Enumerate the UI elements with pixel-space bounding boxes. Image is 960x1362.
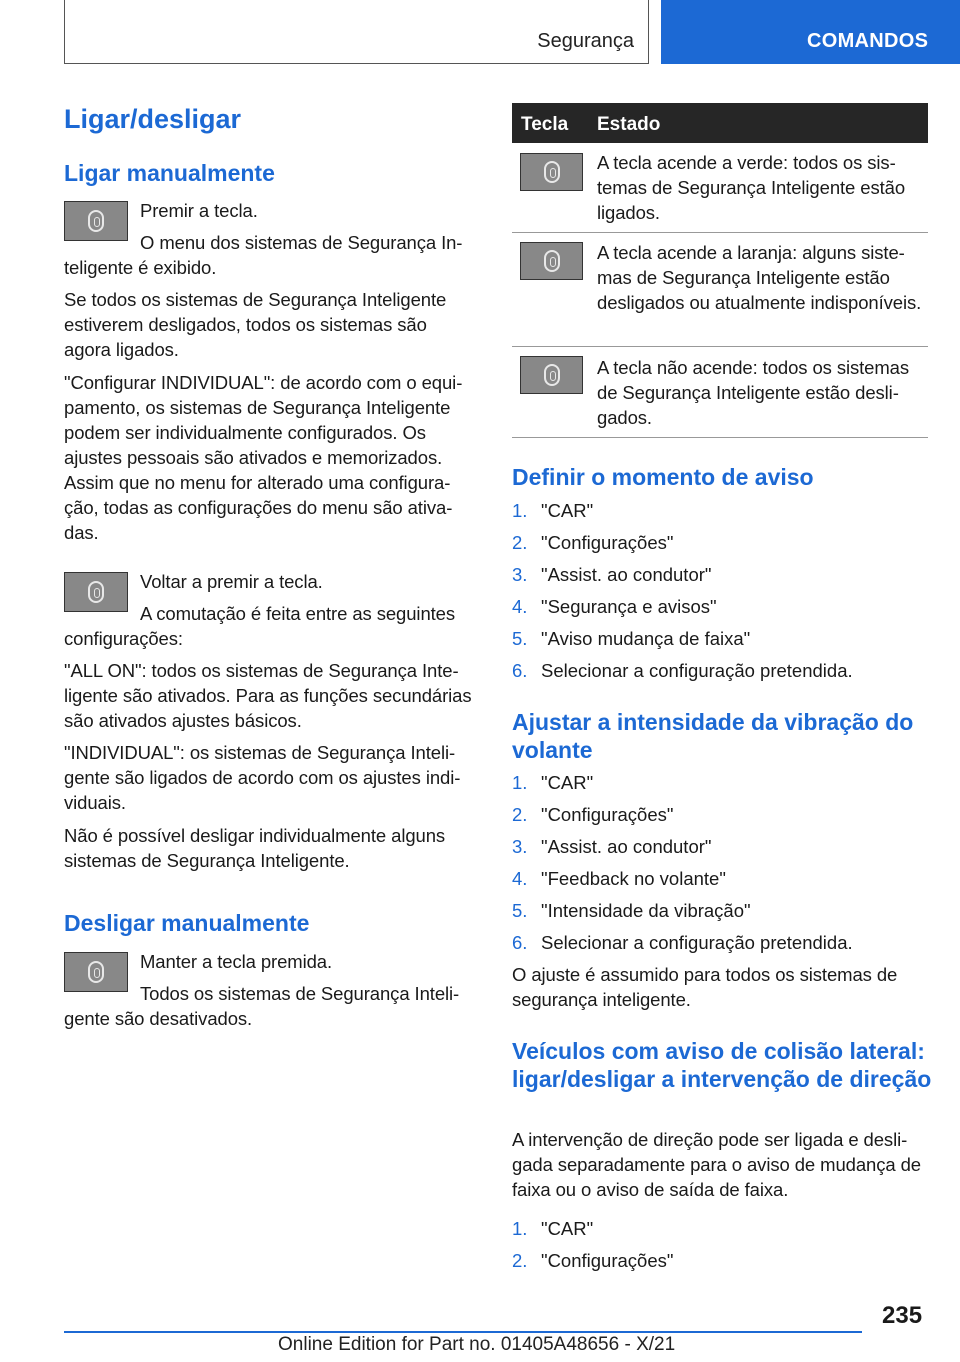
- table-row-state: A tecla acende a verde: todos os sistemas de Segurança Inteligente estão ligados.: [597, 152, 906, 223]
- list-item-text: "Intensidade da vibração": [541, 900, 751, 921]
- list-item-text: Selecionar a configuração pretendida.: [541, 932, 853, 953]
- list-item-text: "Configurações": [541, 804, 674, 825]
- subsection-collision: Veículos com aviso de colisão lateral: ligar/desligar a intervenção de direção: [512, 1038, 932, 1092]
- list-item-text: "Configurações": [541, 1250, 674, 1271]
- list-item-number: 5.: [512, 628, 528, 649]
- list-item: [512, 770, 593, 795]
- paragraph: O ajuste é assumido para todos os sistemas de segurança inteligente.: [512, 964, 898, 1010]
- paragraph: teligente é exibido.: [64, 257, 217, 278]
- list-item-text: Selecionar a configuração pretendida.: [541, 660, 853, 681]
- list-item: [512, 658, 853, 683]
- list-item: [512, 930, 853, 955]
- status-table-header: [512, 103, 928, 143]
- list-item: [512, 498, 593, 523]
- paragraph: configurações:: [64, 628, 183, 649]
- paragraph: A intervenção de direção pode ser ligada e desligada separadamente para o aviso de mudança de faixa ou o aviso de saída de faixa.: [512, 1129, 921, 1200]
- safety-key-icon: [544, 161, 560, 183]
- text-line: Premir a tecla.: [140, 200, 258, 221]
- paragraph: Não é possível desligar individualmente alguns sistemas de Segurança Inteligente.: [64, 825, 446, 871]
- paragraph: gente são desativados.: [64, 1008, 253, 1029]
- safety-key-icon: [88, 961, 104, 983]
- safety-key-icon: [88, 581, 104, 603]
- list-item: [512, 1216, 593, 1241]
- list-item: [512, 530, 673, 555]
- table-key-image: [520, 153, 583, 191]
- section-title: Ligar/desligar: [64, 104, 242, 134]
- text-line: A comutação é feita entre as seguintes: [140, 603, 456, 624]
- safety-key-image: [64, 572, 128, 612]
- list-item-text: "CAR": [541, 500, 594, 521]
- table-row-divider: [512, 232, 928, 233]
- list-item-number: 4.: [512, 596, 528, 617]
- list-item-number: 6.: [512, 660, 528, 681]
- table-col-state: Estado: [597, 114, 661, 135]
- list-item-number: 2.: [512, 1250, 528, 1271]
- list-item-number: 2.: [512, 532, 528, 553]
- page-number: 235: [882, 1302, 923, 1329]
- list-item-text: "Assist. ao condutor": [541, 836, 712, 857]
- paragraph: "Configurar INDIVIDUAL": de acordo com o equipamento, os sistemas de Segurança Inteligente podem ser individualmente configurados. Os ajustes pessoais são ativados e memorizados. Assim que no menu for alterado uma configuração, todas as configurações do menu são ativadas.: [64, 372, 463, 543]
- list-item-number: 5.: [512, 900, 528, 921]
- list-item-text: "Configurações": [541, 532, 674, 553]
- list-item-number: 1.: [512, 772, 528, 793]
- list-item-text: "CAR": [541, 772, 594, 793]
- safety-key-icon: [544, 364, 560, 386]
- list-item-number: 3.: [512, 564, 528, 585]
- list-item: [512, 898, 751, 923]
- header-chapter-box: [661, 0, 960, 64]
- table-row-state: A tecla não acende: todos os sistemas de Segurança Inteligente estão desligados.: [597, 357, 910, 428]
- paragraph: "INDIVIDUAL": os sistemas de Segurança Inteligente são ligados de acordo com os ajustes individuais.: [64, 742, 461, 813]
- list-item-number: 1.: [512, 500, 528, 521]
- list-item-number: 1.: [512, 1218, 528, 1239]
- list-item-number: 3.: [512, 836, 528, 857]
- subsection-manual-on: Ligar manualmente: [64, 160, 275, 186]
- list-item-text: "Feedback no volante": [541, 868, 726, 889]
- list-item: [512, 1248, 673, 1273]
- table-row-state: A tecla acende a laranja: alguns sistemas de Segurança Inteligente estão desligados ou atualmente indisponíveis.: [597, 242, 922, 313]
- list-item-text: "Assist. ao condutor": [541, 564, 712, 585]
- table-row-divider: [512, 346, 928, 347]
- list-item-number: 6.: [512, 932, 528, 953]
- table-key-image: [520, 242, 583, 280]
- list-item-text: "CAR": [541, 1218, 594, 1239]
- table-key-image: [520, 356, 583, 394]
- paragraph: "ALL ON": todos os sistemas de Segurança Inteligente são ativados. Para as funções secundárias são ativados ajustes básicos.: [64, 660, 472, 731]
- list-item-text: "Aviso mudança de faixa": [541, 628, 751, 649]
- table-col-key: Tecla: [521, 114, 569, 135]
- list-item-number: 4.: [512, 868, 528, 889]
- text-line: Voltar a premir a tecla.: [140, 571, 323, 592]
- list-item: [512, 594, 717, 619]
- header-section: Segurança: [537, 30, 634, 52]
- paragraph: Se todos os sistemas de Segurança Inteligente estiverem desligados, todos os sistemas são agora ligados.: [64, 289, 447, 360]
- safety-key-icon: [88, 210, 104, 232]
- text-line: Manter a tecla premida.: [140, 951, 333, 972]
- footer-divider: [64, 1331, 862, 1333]
- header-section-box: [64, 0, 649, 64]
- subsection-manual-off: Desligar manualmente: [64, 910, 310, 936]
- list-item: [512, 626, 750, 651]
- list-item-number: 2.: [512, 804, 528, 825]
- header-chapter: COMANDOS: [807, 30, 929, 52]
- list-item: [512, 866, 726, 891]
- safety-key-image: [64, 952, 128, 992]
- list-item: [512, 562, 711, 587]
- safety-key-icon: [544, 250, 560, 272]
- footer-edition: Online Edition for Part no. 01405A48656 - X/21: [278, 1334, 676, 1355]
- table-row-divider: [512, 437, 928, 438]
- list-item: [512, 802, 673, 827]
- list-item: [512, 834, 711, 859]
- text-line: Todos os sistemas de Segurança Inteli-: [140, 983, 460, 1004]
- safety-key-image: [64, 201, 128, 241]
- list-item-text: "Segurança e avisos": [541, 596, 717, 617]
- subsection-vibration: Ajustar a intensidade da vibração do volante: [512, 709, 914, 763]
- subsection-warning-time: Definir o momento de aviso: [512, 464, 814, 490]
- text-line: O menu dos sistemas de Segurança In-: [140, 232, 463, 253]
